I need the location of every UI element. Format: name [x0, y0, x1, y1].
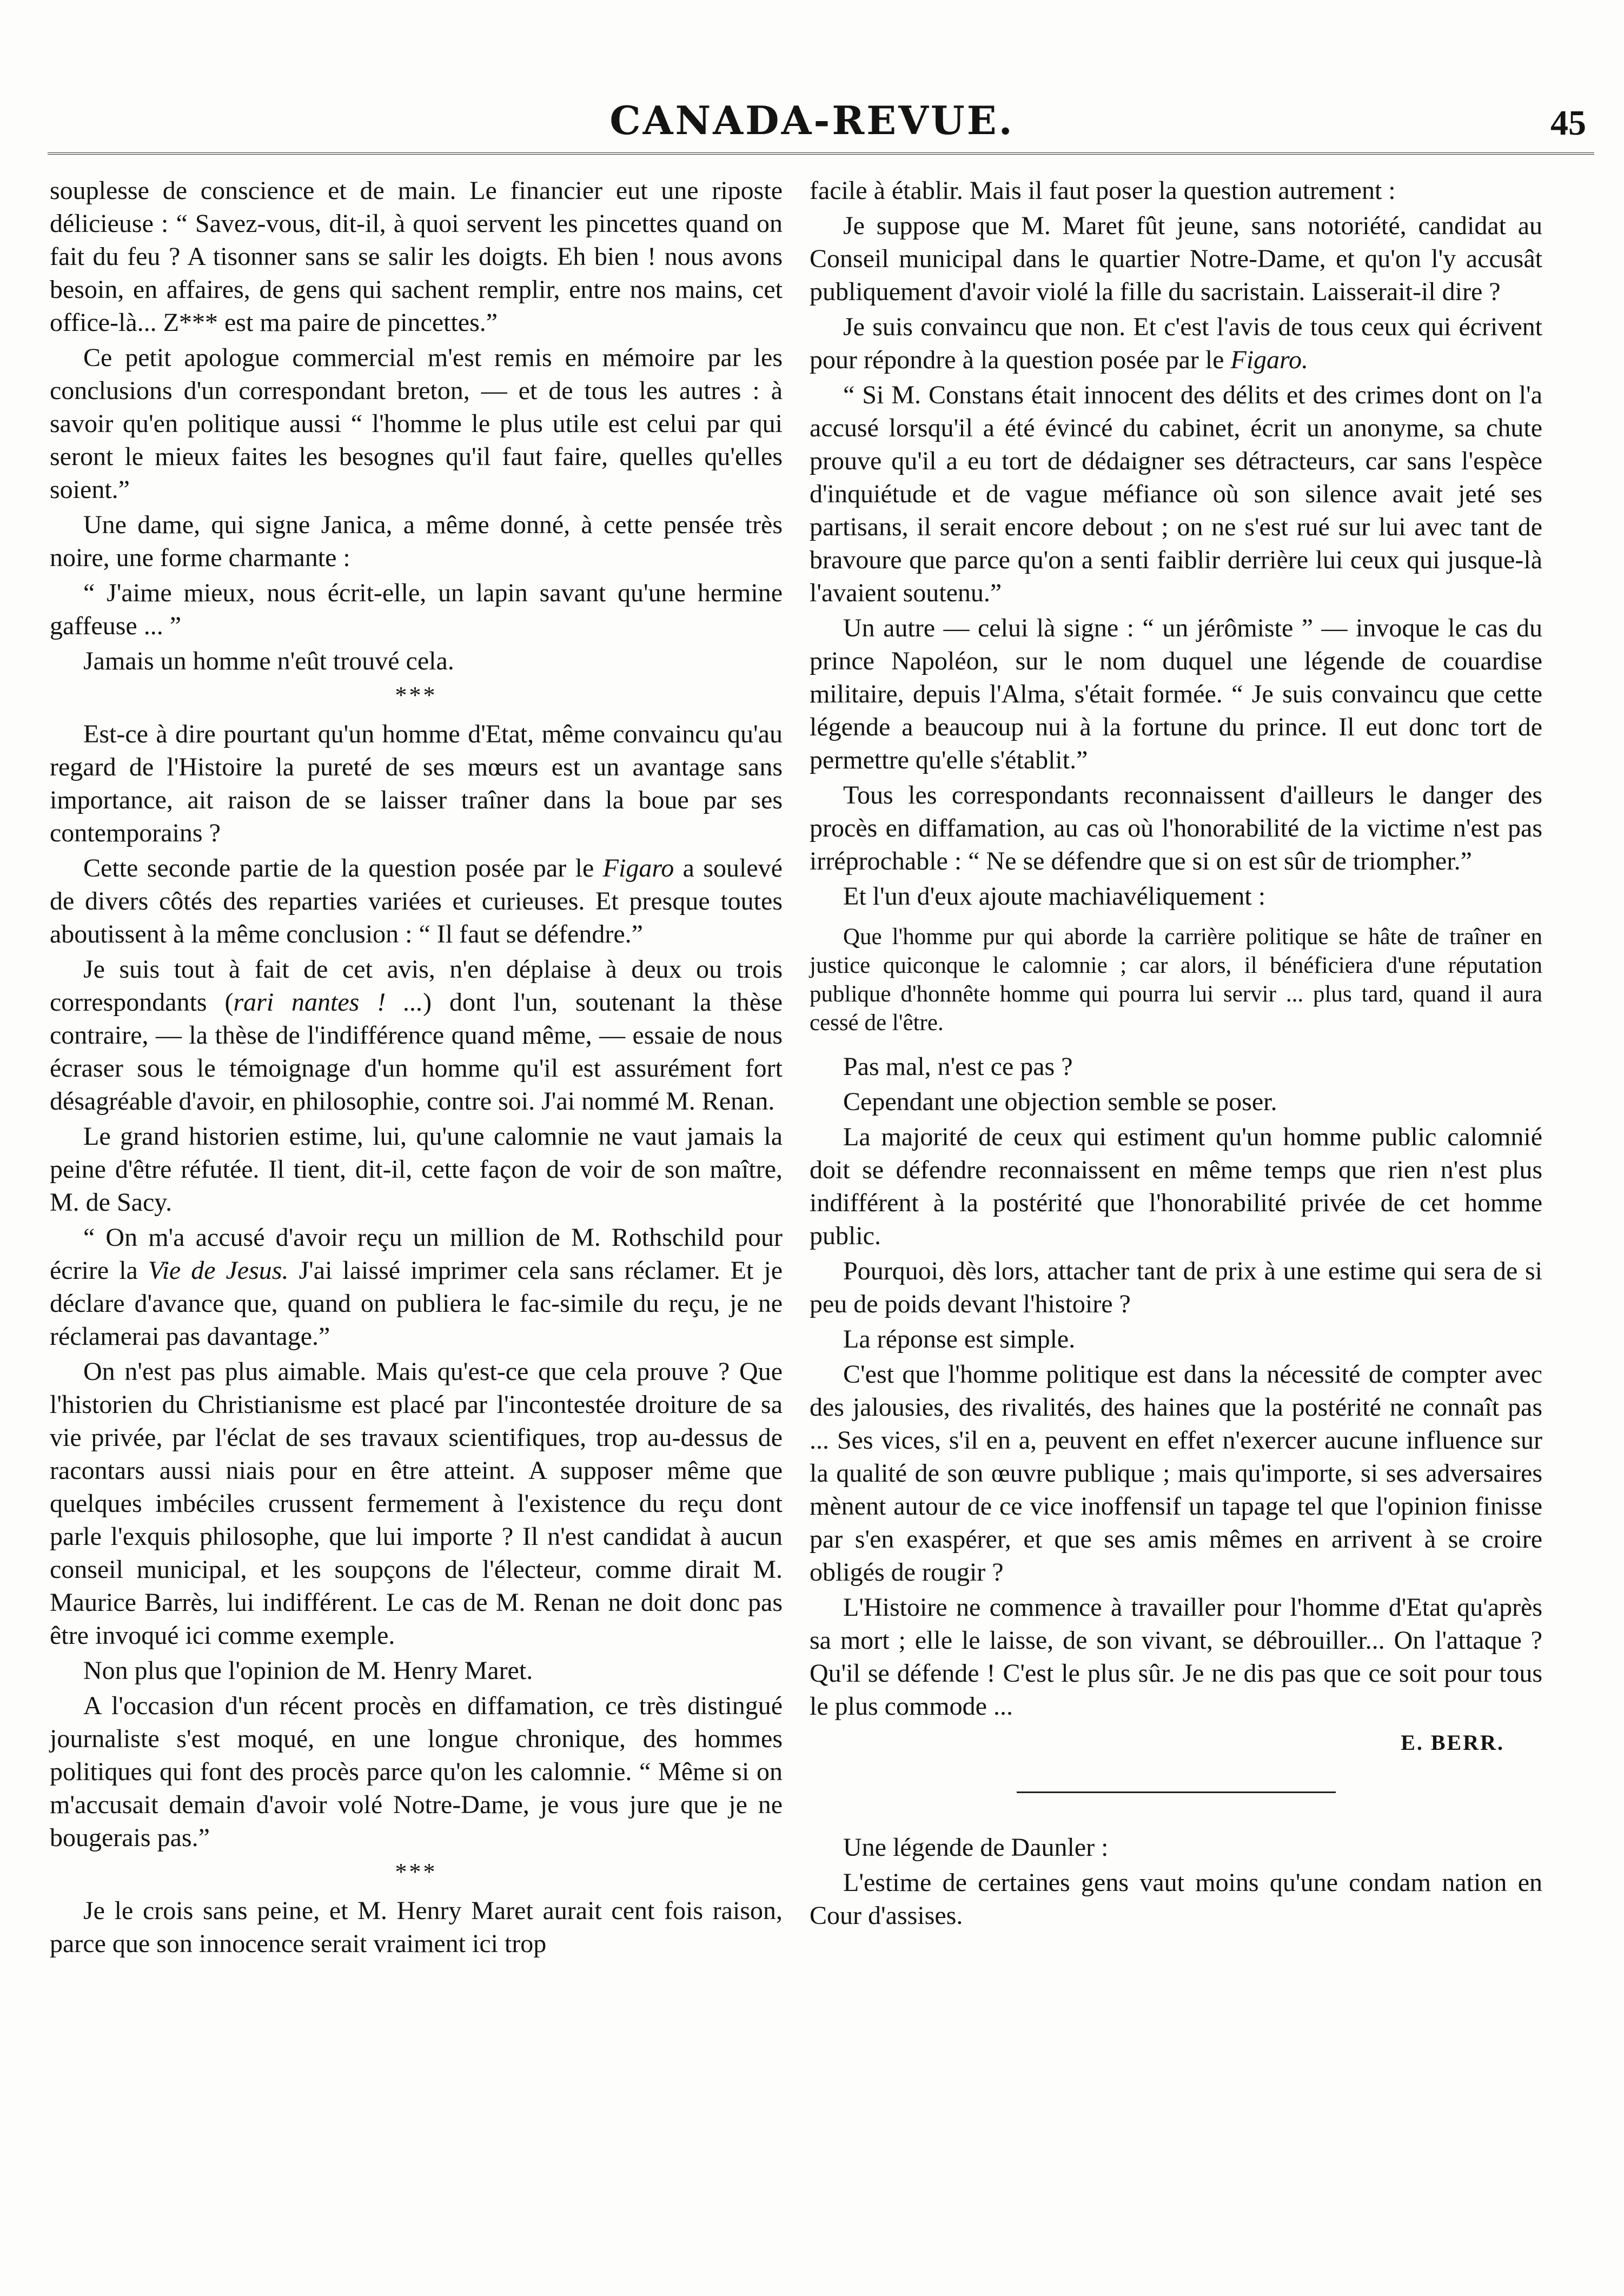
paragraph: “ Si M. Constans était innocent des délits et des crimes dont on l'a accusé lorsqu'il a été évincé du cabinet, écrit un anonyme, sa chute prouve qu'il a eu tort de dédaigner ses détracteurs, car sans l'espèce d'inquiétude et de vague méfiance où son silence avait jeté ses partisans, il serait encore debout ; on ne s'est rué sur lui avec tant de bravoure que parce qu'on a senti faiblir derrière lui ceux qui jusque-là l'avaient soutenu.”: [810, 381, 1542, 607]
paragraph: souplesse de conscience et de main. Le financier eut une riposte délicieuse : “ Savez-vous, dit-il, à quoi servent les pincettes quand on fait du feu ? A tisonner sans se salir les doigts. Eh bien ! nous avons besoin, en affaires, de gens qui sachent remplir, entre nos mains, cet office-là... Z*** est ma paire de pincettes.”: [50, 176, 783, 337]
text-segment: J'ai laissé imprimer cela sans réclamer. Et je déclare d'avance que, quand on publiera le fac-simile du reçu, je ne réclamerai pas davantage.”: [50, 1256, 783, 1351]
page-number: 45: [1550, 103, 1586, 143]
paragraph: La réponse est simple.: [843, 1325, 1076, 1353]
paragraph: [50, 1221, 783, 1353]
section-separator: ***: [395, 1859, 438, 1885]
paragraph: Jamais un homme n'eût trouvé cela.: [83, 647, 454, 675]
book-title: Vie de Jesus.: [148, 1256, 289, 1285]
paragraph: Une dame, qui signe Janica, a même donné, à cette pensée très noire, une forme charmante :: [50, 510, 783, 572]
paragraph: Une légende de Daunler :: [843, 1833, 1109, 1862]
section-separator: ***: [395, 682, 438, 708]
paragraph: Ce petit apologue commercial m'est remis en mémoire par les conclusions d'un correspondant breton, — et de tous les autres : à savoir qu'en politique aussi “ l'homme le plus utile est celui par qui seront le mieux faites les besognes qu'il faut faire, quelles qu'elles soient.”: [50, 343, 783, 504]
latin-phrase: rari nantes ! ...: [233, 988, 423, 1017]
publication-title: Figaro: [602, 854, 674, 882]
paragraph: Le grand historien estime, lui, qu'une calomnie ne vaut jamais la peine d'être réfutée. Il tient, dit-il, cette façon de voir de son maître, M. de Sacy.: [50, 1122, 783, 1217]
paragraph: L'Histoire ne commence à travailler pour l'homme d'Etat qu'après sa mort ; elle le laisse, de son vivant, se débrouiller... On l'attaque ? Qu'il se défende ! C'est le plus sûr. Je ne dis pas que ce soit pour tous le plus commode ...: [810, 1593, 1542, 1721]
paragraph: Pas mal, n'est ce pas ?: [843, 1052, 1073, 1081]
left-column: [50, 174, 783, 1962]
paragraph: [810, 310, 1542, 376]
section-divider: [1017, 1791, 1336, 1793]
paragraph: Je le crois sans peine, et M. Henry Maret aurait cent fois raison, parce que son innocence serait vraiment ici trop: [50, 1896, 783, 1958]
paragraph: Est-ce à dire pourtant qu'un homme d'Etat, même convaincu qu'au regard de l'Histoire la pureté de ses mœurs est un avantage sans importance, ait raison de se laisser traîner dans la boue par ses contemporains ?: [50, 720, 783, 847]
paragraph: Cependant une objection semble se poser.: [843, 1087, 1277, 1116]
text-segment: “ On m'a accusé d'avoir reçu un million de M. Rothschild pour écrire la: [50, 1223, 783, 1285]
paragraph: [50, 953, 783, 1118]
author-signature: E. BERR.: [1401, 1730, 1504, 1755]
paragraph: C'est que l'homme politique est dans la nécessité de compter avec des jalousies, des rivalités, des haines que la postérité ne connaît pas ... Ses vices, s'il en a, peuvent en effet n'exercer aucune influence sur la qualité de son œuvre publique ; mais qu'importe, si ses adversaires mènent autour de ce vice inoffensif un tapage tel que l'opinion finisse par s'en exaspérer, et que ses amis mêmes en arrivent à se croire obligés de rougir ?: [810, 1360, 1542, 1587]
header-rule: [48, 152, 1594, 155]
text-segment: ) dont l'un, soutenant la thèse contraire, — la thèse de l'indifférence quand même, — essaie de nous écraser sous le témoignage d'un homme qu'il est assurément fort désagréable d'avoir, en philosophie, contre soi. J'ai nommé M. Renan.: [50, 988, 783, 1116]
paragraph: Pourquoi, dès lors, attacher tant de prix à une estime qui sera de si peu de poids devant l'histoire ?: [810, 1257, 1542, 1318]
paragraph: Et l'un d'eux ajoute machiavéliquement :: [843, 882, 1266, 911]
publication-title: Figaro.: [1230, 346, 1308, 374]
paragraph: A l'occasion d'un récent procès en diffamation, ce très distingué journaliste s'est moqué, en une longue chronique, des hommes politiques qui font des procès parce qu'on les calomnie. “ Même si on m'accusait demain d'avoir volé Notre-Dame, je vous jure que je ne bougerais pas.”: [50, 1691, 783, 1852]
paragraph: Un autre — celui là signe : “ un jérômiste ” — invoque le cas du prince Napoléon, sur le nom duquel une légende de couardise militaire, depuis l'Alma, s'était formée. “ Je suis convaincu que cette légende a beaucoup nui à la fortune du prince. Il eut donc tort de permettre qu'elle s'établit.”: [810, 614, 1542, 774]
text-segment: Je suis convaincu que non. Et c'est l'avis de tous ceux qui écrivent pour répondre à la question posée par le: [810, 313, 1542, 374]
paragraph: [50, 852, 783, 951]
right-column: [810, 174, 1542, 1934]
paragraph: L'estime de certaines gens vaut moins qu'une condam nation en Cour d'assises.: [810, 1868, 1542, 1930]
paragraph: Je suppose que M. Maret fût jeune, sans notoriété, candidat au Conseil municipal dans le quartier Notre-Dame, et qu'on l'y accusât publiquement d'avoir violé la fille du sacristain. Laisserait-il dire ?: [810, 211, 1542, 306]
paragraph: On n'est pas plus aimable. Mais qu'est-ce que cela prouve ? Que l'historien du Christianisme est placé par l'incontestée droiture de sa vie privée, par l'éclat de ses travaux scientifiques, trop au-dessus de racontars aussi niais pour en être atteint. A supposer même que quelques imbéciles crussent fermement à l'existence du reçu dont parle l'exquis philosophe, que lui importe ? Il n'est candidat à aucun conseil municipal, et les soupçons de l'électeur, comme dirait M. Maurice Barrès, lui indifférent. Le cas de M. Renan ne doit donc pas être invoqué ici comme exemple.: [50, 1357, 783, 1650]
text-segment: Je suis tout à fait de cet avis, n'en déplaise à deux ou trois correspondants (: [50, 955, 783, 1017]
paragraph: “ J'aime mieux, nous écrit-elle, un lapin savant qu'une hermine gaffeuse ... ”: [50, 579, 783, 640]
text-segment: a soulevé de divers côtés des reparties variées et curieuses. Et presque toutes aboutissent à la même conclusion : “ Il faut se défendre.”: [50, 854, 783, 948]
text-segment: Cette seconde partie de la question posée par le: [83, 854, 603, 882]
paragraph: Tous les correspondants reconnaissent d'ailleurs le danger des procès en diffamation, au cas où l'honorabilité de la victime n'est pas irréprochable : “ Ne se défendre que si on est sûr de triompher.”: [810, 781, 1542, 875]
paragraph: facile à établir. Mais il faut poser la question autrement :: [810, 176, 1396, 205]
paragraph: La majorité de ceux qui estiment qu'un homme public calomnié doit se défendre reconnaissent en même temps que rien n'est plus indifférent à la postérité que l'honorabilité privée de cet homme public.: [810, 1123, 1542, 1250]
block-quote: Que l'homme pur qui aborde la carrière politique se hâte de traîner en justice quiconque le calomnie ; car alors, il bénéficiera d'une réputation publique d'honnête homme qui pourra lui servir ... plus tard, quand il aura cessé de l'être.: [810, 924, 1542, 1036]
page-title: CANADA-REVUE.: [609, 97, 1015, 143]
paragraph: Non plus que l'opinion de M. Henry Maret.: [83, 1656, 533, 1685]
